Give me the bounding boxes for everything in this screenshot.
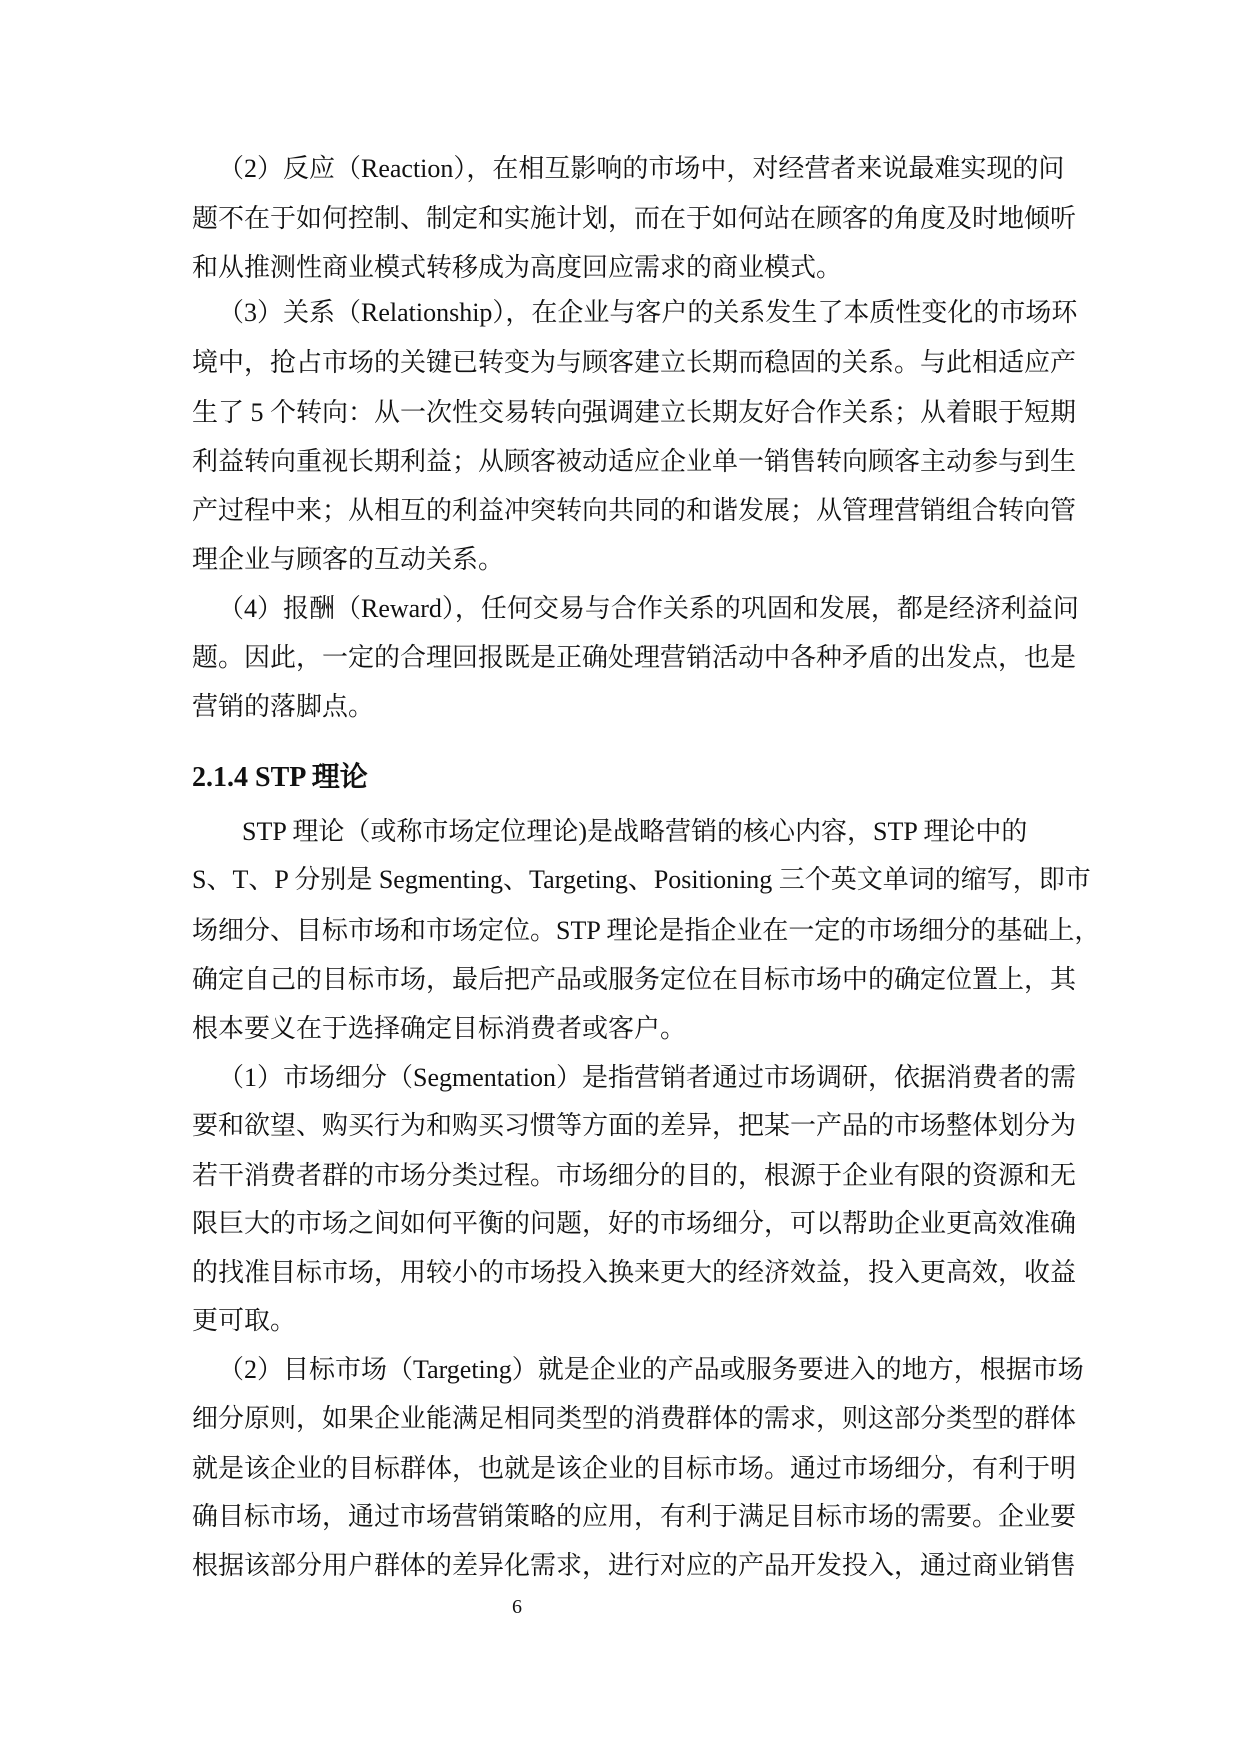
text-line: 根据该部分用户群体的差异化需求，进行对应的产品开发投入，通过商业销售 [192, 1551, 1077, 1580]
text-line: 和从推测性商业模式转移成为高度回应需求的商业模式。 [192, 253, 843, 282]
text-line: 产过程中来；从相互的利益冲突转向共同的和谐发展；从管理营销组合转向管 [192, 496, 1077, 525]
text-line: （1）市场细分（Segmentation）是指营销者通过市场调研，依据消费者的需 [218, 1063, 1076, 1092]
text-line: （4）报酬（Reward），任何交易与合作关系的巩固和发展，都是经济利益问 [218, 594, 1079, 623]
text-line: 场细分、目标市场和市场定位。STP 理论是指企业在一定的市场细分的基础上， [192, 916, 1101, 945]
section-heading: 2.1.4 STP 理论 [192, 762, 368, 793]
text-line: STP 理论（或称市场定位理论)是战略营销的核心内容，STP 理论中的 [242, 817, 1028, 846]
text-line: （3）关系（Relationship），在企业与客户的关系发生了本质性变化的市场环 [218, 298, 1078, 327]
text-line: S、T、P 分别是 Segmenting、Targeting、Positioning 三个英文单词的缩写，即市 [192, 865, 1091, 894]
text-line: 要和欲望、购买行为和购买习惯等方面的差异，把某一产品的市场整体划分为 [192, 1111, 1077, 1140]
text-line: 题不在于如何控制、制定和实施计划，而在于如何站在顾客的角度及时地倾听 [192, 204, 1077, 233]
text-line: 营销的落脚点。 [192, 692, 375, 721]
text-line: 就是该企业的目标群体，也就是该企业的目标市场。通过市场细分，有利于明 [192, 1454, 1077, 1483]
text-line: 若干消费者群的市场分类过程。市场细分的目的，根源于企业有限的资源和无 [192, 1161, 1077, 1190]
text-line: 境中，抢占市场的关键已转变为与顾客建立长期而稳固的关系。与此相适应产 [192, 348, 1077, 377]
text-line: 题。因此，一定的合理回报既是正确处理营销活动中各种矛盾的出发点，也是 [192, 643, 1077, 672]
text-line: 根本要义在于选择确定目标消费者或客户。 [192, 1014, 687, 1043]
page-number: 6 [512, 1596, 522, 1618]
text-line: 确目标市场，通过市场营销策略的应用，有利于满足目标市场的需要。企业要 [192, 1502, 1077, 1531]
text-line: （2）目标市场（Targeting）就是企业的产品或服务要进入的地方，根据市场 [218, 1355, 1084, 1384]
text-line: 细分原则，如果企业能满足相同类型的消费群体的需求，则这部分类型的群体 [192, 1404, 1077, 1433]
text-line: 生了 5 个转向：从一次性交易转向强调建立长期友好合作关系；从着眼于短期 [192, 398, 1077, 427]
text-line: 更可取。 [192, 1306, 297, 1335]
text-line: 理企业与顾客的互动关系。 [192, 545, 505, 574]
text-line: 确定自己的目标市场，最后把产品或服务定位在目标市场中的确定位置上，其 [192, 965, 1077, 994]
text-line: 限巨大的市场之间如何平衡的问题，好的市场细分，可以帮助企业更高效准确 [192, 1209, 1077, 1238]
text-line: 的找准目标市场，用较小的市场投入换来更大的经济效益，投入更高效，收益 [192, 1258, 1077, 1287]
text-line: 利益转向重视长期利益；从顾客被动适应企业单一销售转向顾客主动参与到生 [192, 447, 1077, 476]
text-line: （2）反应（Reaction），在相互影响的市场中，对经营者来说最难实现的问 [218, 154, 1065, 183]
